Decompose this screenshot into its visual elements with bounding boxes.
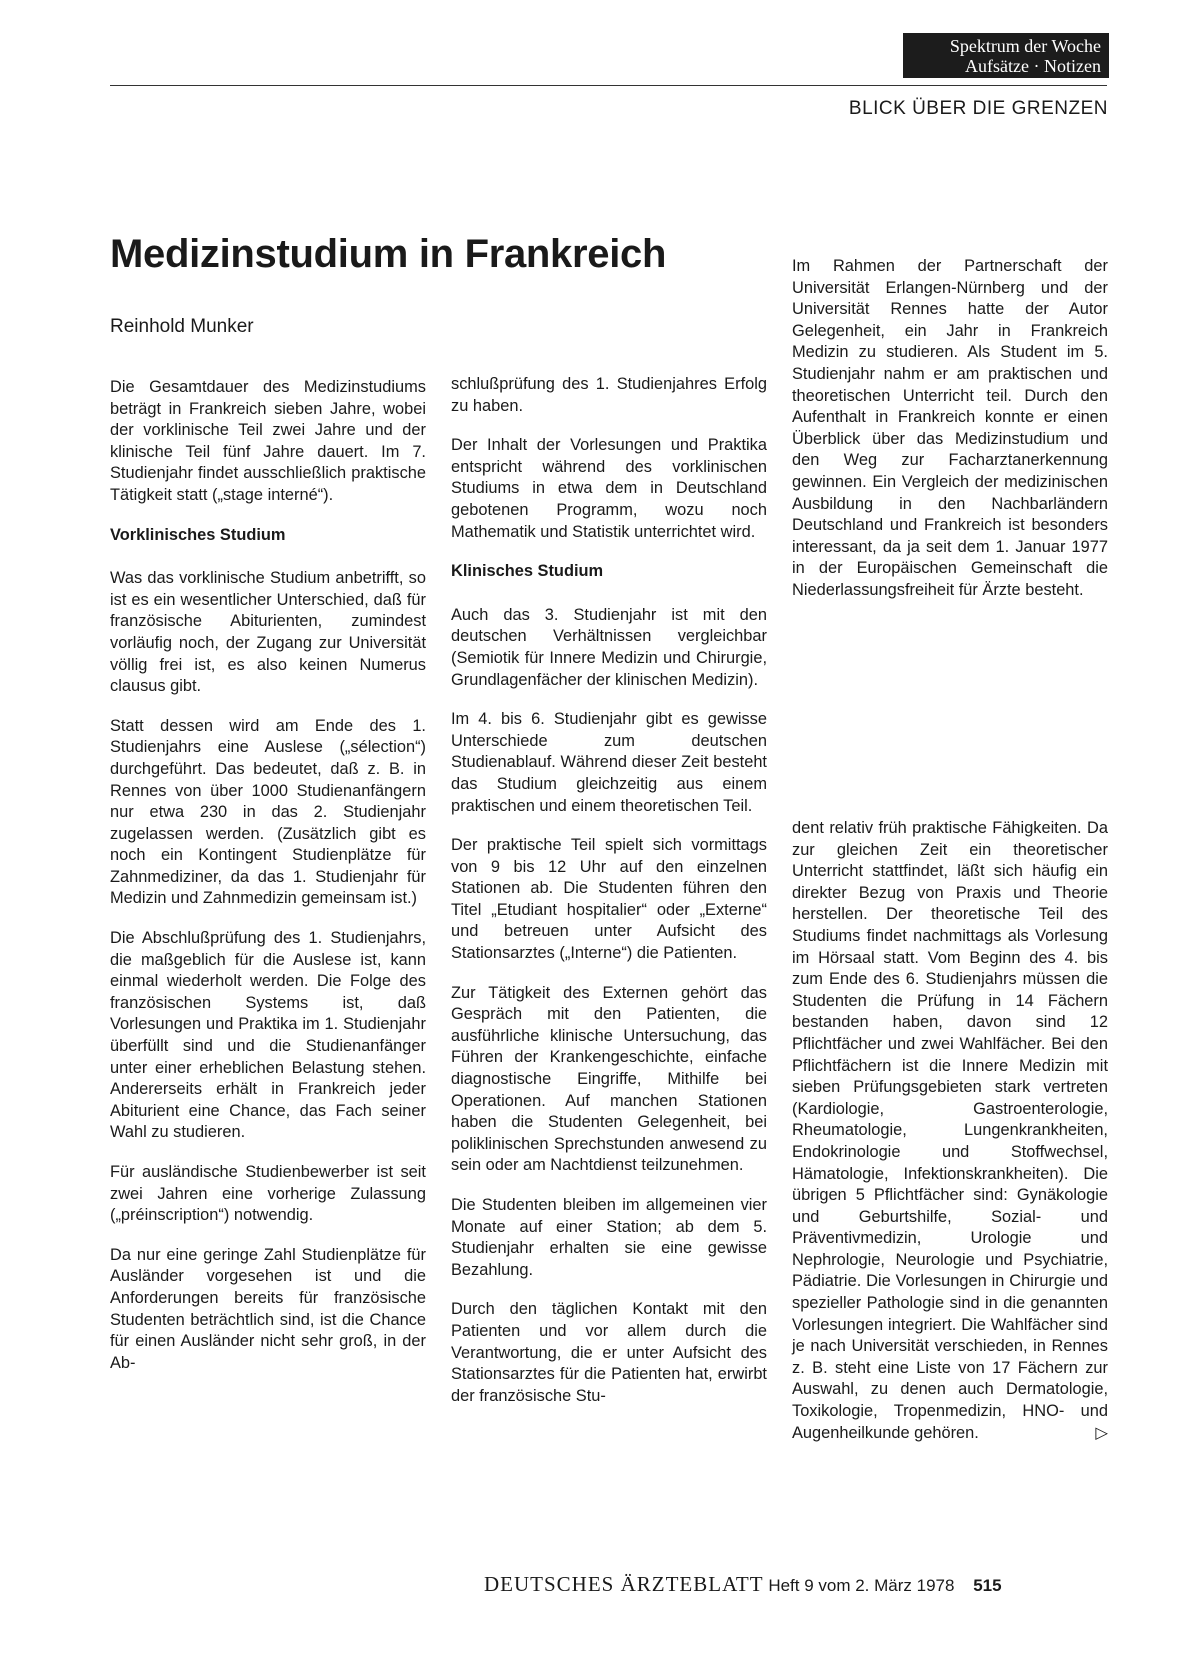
badge-line-2: Aufsätze · Notizen xyxy=(965,56,1101,76)
paragraph: Was das vorklinische Studium anbetrifft, so ist es ein wesentlicher Unterschied, daß für französische Abiturienten, zumindest vorläufig noch, der Zugang zur Universität völlig frei ist, es also keinen Numerus clausus gibt. xyxy=(110,569,426,696)
badge-line-1: Spektrum der Woche xyxy=(949,36,1101,56)
intro-box xyxy=(792,256,1108,620)
column-2 xyxy=(451,374,767,1425)
paragraph: Durch den täglichen Kontakt mit den Patienten und vor allem durch die Verantwortung, die er unter Aufsicht des Stationsarztes für die Patienten hat, erwirbt der französische Stu- xyxy=(451,1300,767,1405)
paragraph: Die Abschlußprüfung des 1. Studienjahrs, die maßgeblich für die Auslese ist, kann einmal wiederholt werden. Die Folge des französischen Systems ist, daß Vorlesungen und Praktika im 1. Studienjahr überfüllt sind und die Studienanfänger unter einer erheblichen Belastung stehen. Andererseits erhält in Frankreich jeder Abiturient eine Chance, das Fach seiner Wahl zu studieren. xyxy=(110,929,426,1142)
journal-name: DEUTSCHES ÄRZTEBLATT xyxy=(484,1572,764,1596)
page-footer xyxy=(484,1572,1002,1597)
paragraph: Auch das 3. Studienjahr ist mit den deutschen Verhältnissen vergleichbar (Semiotik für Innere Medizin und Chirurgie, Grundlagenfächer der klinischen Medizin). xyxy=(451,605,767,689)
paragraph: Der Inhalt der Vorlesungen und Praktika entspricht während des vorklinischen Studiums in etwa dem in Deutschland gebotenen Programm, wozu noch Mathematik und Statistik unterrichtet wird. xyxy=(451,436,767,541)
subheading: Klinisches Studium xyxy=(451,562,604,581)
page-number: 515 xyxy=(973,1576,1002,1595)
paragraph: Für ausländische Studienbewerber ist seit zwei Jahren eine vorherige Zulassung („préinscription“) notwendig. xyxy=(110,1163,426,1225)
paragraph xyxy=(792,818,1108,1444)
header-rule xyxy=(110,85,1107,86)
paragraph: Der praktische Teil spielt sich vormittags von 9 bis 12 Uhr auf den einzelnen Stationen ab. Die Studenten führen den Titel „Etudiant hospitalier“ oder „Externe“ und betreuen unter Aufsicht des Stationsarztes („Interne“) die Patienten. xyxy=(451,836,767,963)
paragraph-text: dent relativ früh praktische Fähigkeiten. Da zur gleichen Zeit ein theoretischer Unterricht stattfindet, läßt sich häufig ein direkter Bezug von Praxis und Theorie herstellen. Der theoretische Teil des Studiums findet nachmittags als Vorlesung im Hörsaal statt. Vom Beginn des 4. bis zum Ende des 6. Studienjahrs müssen die Studenten die Prüfung in 14 Fächern bestanden haben, davon sind 12 Pflichtfächer und zwei Wahlfächer. Bei den Pflichtfächern ist die Innere Medizin mit sieben Prüfungsgebieten stark vertreten (Kardiologie, Gastroenterologie, Rheumatologie, Lungenkrankheiten, Endokrinologie und Stoffwechsel, Hämatologie, Infektionskrankheiten). Die übrigen 5 Pflichtfächer sind: Gynäkologie und Geburtshilfe, Sozial- und Präventivmedizin, Urologie und Nephrologie, Neurologie und Psychiatrie, Pädiatrie. Die Vorlesungen in Chirurgie und spezieller Pathologie sind in die genannten Vorlesungen integriert. Die Wahlfächer sind je nach Universität verschieden, in Rennes z. B. steht eine Liste von 17 Fächern zur Auswahl, zu denen auch Dermatologie, Toxikologie, Tropenmedizin, HNO- und Augenheilkunde gehören. xyxy=(792,819,1108,1442)
paragraph: Die Gesamtdauer des Medizinstudiums beträgt in Frankreich sieben Jahre, wobei der vorklinische Teil zwei Jahre und der klinische Teil fünf Jahre dauert. Im 7. Studienjahr findet ausschließlich praktische Tätigkeit statt („stage interné“). xyxy=(110,378,426,504)
paragraph: Zur Tätigkeit des Externen gehört das Gespräch mit den Patienten, die ausführliche klinische Untersuchung, das Führen der Krankengeschichte, einfache diagnostische Eingriffe, Mithilfe bei Operationen. Auf manchen Stationen haben die Studenten Gelegenheit, bei poliklinischen Sprechstunden anwesend zu sein oder am Nachtdienst teilzunehmen. xyxy=(451,983,767,1175)
issue-info: Heft 9 vom 2. März 1978 xyxy=(768,1576,955,1595)
paragraph: Da nur eine geringe Zahl Studienplätze für Ausländer vorgesehen ist und die Anforderungen bereits für französische Studenten beträchtlich sind, ist die Chance für einen Ausländer nicht sehr groß, in der Ab- xyxy=(110,1245,426,1372)
article-title: Medizinstudium in Frankreich xyxy=(110,232,667,276)
paragraph: schlußprüfung des 1. Studienjahres Erfolg zu haben. xyxy=(451,375,767,415)
paragraph: Statt dessen wird am Ende des 1. Studienjahrs eine Auslese („sélection“) durchgeführt. Das bedeutet, daß z. B. in Rennes von über 1000 Studienanfängern nur etwa 230 in das 2. Studienjahr zugelassen werden. (Zusätzlich gibt es noch ein Kontingent Studienplätze für Zahnmediziner, da das 1. Studienjahr für Medizin und Zahnmedizin gemeinsam ist.) xyxy=(110,716,426,908)
column-1 xyxy=(110,377,426,1392)
continue-arrow-icon: ▷ xyxy=(1095,1423,1108,1442)
column-3 xyxy=(792,818,1108,1462)
intro-paragraph: Im Rahmen der Partnerschaft der Universität Erlangen-Nürnberg und der Universität Rennes hatte der Autor Gelegenheit, ein Jahr in Frankreich Medizin zu studieren. Als Student im 5. Studienjahr nahm er am praktischen und theoretischen Unterricht teil. Durch den Aufenthalt in Frankreich konnte er einen Überblick über das Medizinstudium und den Weg zur Facharztanerkennung gewinnen. Ein Vergleich der medizinischen Ausbildung in den Nachbarländern Deutschland und Frankreich ist besonders interessant, da ja seit dem 1. Januar 1977 in der Europäischen Gemeinschaft die Niederlassungsfreiheit für Ärzte besteht. xyxy=(792,257,1108,599)
paragraph: Im 4. bis 6. Studienjahr gibt es gewisse Unterschiede zum deutschen Studienablauf. Während dieser Zeit besteht das Studium gleichzeitig aus einem praktischen und einem theoretischen Teil. xyxy=(451,710,767,815)
paragraph: Die Studenten bleiben im allgemeinen vier Monate auf einer Station; ab dem 5. Studienjahr erhalten sie eine gewisse Bezahlung. xyxy=(451,1196,767,1279)
section-badge xyxy=(903,33,1109,78)
article-author: Reinhold Munker xyxy=(110,316,254,337)
section-label: BLICK ÜBER DIE GRENZEN xyxy=(848,98,1108,119)
subheading: Vorklinisches Studium xyxy=(110,525,286,544)
